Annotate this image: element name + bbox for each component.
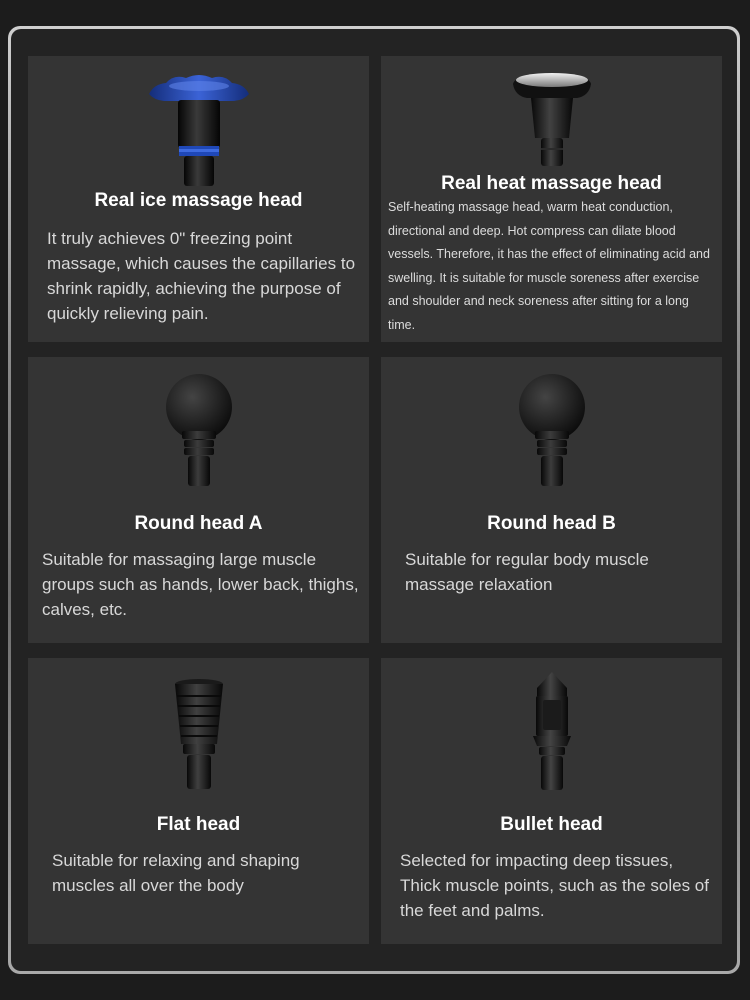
card-description: Self-heating massage head, warm heat conduction, directional and deep. Hot compress can dilate blood vessels. Therefore, it has the effect of eliminating acid and swelling. It is suitable for muscle soreness after exercise and shoulder and neck soreness after sitting for a long time.: [388, 200, 710, 332]
card-ice-massage-head: [28, 56, 369, 342]
card-title: Bullet head: [500, 814, 603, 835]
bullet-head-icon: [381, 666, 722, 794]
heat-massage-head-icon: [381, 66, 722, 176]
card-heat-massage-head: [381, 56, 722, 342]
card-description: Selected for impacting deep tissues, Thick muscle points, such as the soles of the feet and palms.: [400, 851, 709, 920]
card-title: Real ice massage head: [94, 190, 303, 211]
card-description: Suitable for relaxing and shaping muscles all over the body: [52, 851, 300, 895]
ice-massage-head-icon: [28, 70, 369, 190]
card-bullet-head: [381, 658, 722, 944]
card-title: Real heat massage head: [441, 173, 662, 194]
flat-head-icon: [28, 674, 369, 794]
card-flat-head: [28, 658, 369, 944]
round-head-a-icon: [28, 367, 369, 492]
card-description: Suitable for massaging large muscle groups such as hands, lower back, thighs, calves, etc.: [42, 550, 359, 619]
round-head-b-icon: [381, 367, 722, 492]
card-round-head-b: [381, 357, 722, 643]
card-round-head-a: [28, 357, 369, 643]
card-title: Round head B: [487, 513, 616, 534]
card-description: It truly achieves 0" freezing point massage, which causes the capillaries to shrink rapidly, achieving the purpose of quickly relieving pain.: [47, 229, 356, 323]
card-title: Round head A: [134, 513, 263, 534]
card-title: Flat head: [156, 814, 241, 835]
card-description: Suitable for regular body muscle massage relaxation: [405, 550, 649, 594]
